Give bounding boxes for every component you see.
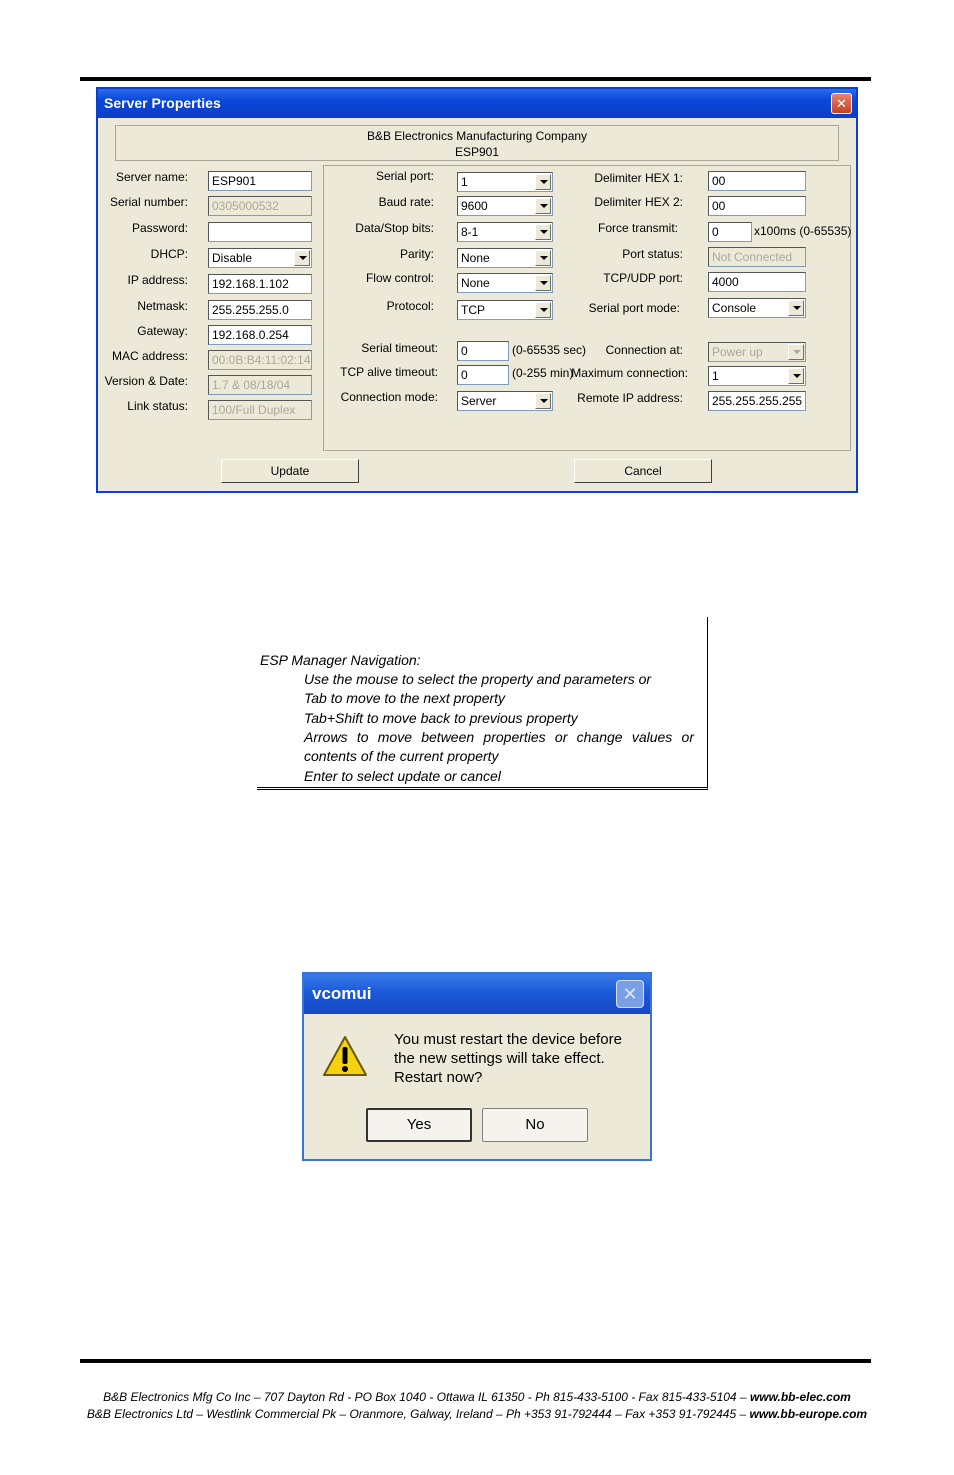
serial-timeout-input[interactable]: 0	[457, 341, 509, 361]
connection-at-select	[708, 342, 806, 362]
flow-control-label: Flow control:	[365, 271, 434, 285]
serial-port-mode-select[interactable]	[708, 298, 806, 318]
update-button[interactable]: Update	[221, 459, 359, 483]
close-icon[interactable]: ✕	[831, 93, 852, 114]
serial-number-field: 0305000532	[208, 196, 312, 216]
restart-dialog	[302, 972, 652, 1161]
flow-control-value: None	[461, 276, 490, 290]
window-title: Server Properties	[104, 95, 221, 111]
data-stop-bits-value: 8-1	[461, 225, 479, 239]
maximum-connection-value: 1	[712, 369, 719, 383]
maximum-connection-select[interactable]	[708, 366, 806, 386]
serial-port-label: Serial port:	[375, 169, 434, 183]
bottom-rule	[80, 1359, 871, 1363]
force-transmit-input[interactable]: 0	[708, 222, 752, 242]
chevron-down-icon[interactable]	[535, 224, 551, 240]
remote-ip-address-label: Remote IP address:	[577, 391, 683, 405]
ip-address-input[interactable]: 192.168.1.102	[208, 274, 312, 294]
data-stop-bits-select[interactable]	[457, 222, 553, 242]
netmask-input[interactable]: 255.255.255.0	[208, 300, 312, 320]
force-transmit-label: Force transmit:	[597, 221, 678, 235]
chevron-down-icon[interactable]	[535, 250, 551, 266]
no-button[interactable]: No	[482, 1108, 588, 1142]
dialog-message-line3: Restart now?	[394, 1069, 483, 1086]
gateway-input[interactable]: 192.168.0.254	[208, 325, 312, 345]
note-line-tab-shift: Tab+Shift to move back to previous property	[304, 710, 578, 726]
ip-address-label: IP address:	[127, 273, 188, 287]
dialog-title-bar	[304, 974, 650, 1014]
chevron-down-icon[interactable]	[788, 368, 804, 384]
chevron-down-icon[interactable]	[535, 174, 551, 190]
netmask-label: Netmask:	[137, 299, 188, 313]
chevron-down-icon[interactable]	[535, 393, 551, 409]
serial-port-select[interactable]	[457, 172, 553, 192]
tcp-alive-timeout-unit: (0-255 min)	[512, 366, 574, 380]
footer-us-text: B&B Electronics Mfg Co Inc – 707 Dayton Rd - PO Box 1040 - Ottawa IL 61350 - Ph 815-433-5100 - Fax 815-433-5104 –	[103, 1390, 750, 1404]
footer-line-us	[60, 1390, 894, 1404]
footer-eu-link[interactable]: www.bb-europe.com	[749, 1407, 868, 1421]
serial-port-mode-label: Serial port mode:	[588, 301, 680, 315]
tcp-udp-port-input[interactable]: 4000	[708, 272, 806, 292]
version-date-label: Version & Date:	[104, 374, 188, 388]
baud-rate-label: Baud rate:	[378, 195, 434, 209]
cancel-button[interactable]: Cancel	[574, 459, 712, 483]
serial-timeout-label: Serial timeout:	[361, 341, 438, 355]
delimiter-hex-2-label: Delimiter HEX 2:	[594, 195, 683, 209]
company-banner	[115, 125, 839, 161]
parity-select[interactable]	[457, 248, 553, 268]
serial-number-label: Serial number:	[109, 195, 188, 209]
maximum-connection-label: Maximum connection:	[571, 366, 688, 380]
connection-mode-label: Connection mode:	[340, 390, 438, 404]
yes-button[interactable]: Yes	[366, 1108, 472, 1142]
delimiter-hex-1-input[interactable]: 00	[708, 171, 806, 191]
serial-port-value: 1	[461, 175, 468, 189]
tcp-alive-timeout-label: TCP alive timeout:	[340, 365, 438, 379]
footer-line-eu	[60, 1407, 894, 1421]
protocol-label: Protocol:	[386, 299, 434, 313]
flow-control-select[interactable]	[457, 273, 553, 293]
link-status-label: Link status:	[127, 399, 188, 413]
chevron-down-icon[interactable]	[294, 250, 310, 266]
password-label: Password:	[131, 221, 188, 235]
note-line-arrows-cont: contents of the current property	[304, 748, 499, 764]
server-name-label: Server name:	[115, 170, 188, 184]
protocol-value: TCP	[461, 303, 485, 317]
chevron-down-icon[interactable]	[535, 275, 551, 291]
dialog-message-line2: the new settings will take effect.	[394, 1050, 605, 1067]
password-input[interactable]	[208, 222, 312, 242]
baud-rate-value: 9600	[461, 199, 488, 213]
gateway-label: Gateway:	[137, 324, 188, 338]
remote-ip-address-input[interactable]: 255.255.255.255	[708, 391, 806, 411]
connection-at-value: Power up	[712, 345, 763, 359]
parity-label: Parity:	[399, 247, 434, 261]
delimiter-hex-2-input[interactable]: 00	[708, 196, 806, 216]
tcp-alive-timeout-input[interactable]: 0	[457, 365, 509, 385]
dhcp-value: Disable	[212, 251, 253, 265]
server-properties-window	[96, 87, 858, 493]
connection-mode-select[interactable]	[457, 391, 553, 411]
dhcp-label: DHCP:	[150, 247, 188, 261]
close-icon[interactable]: ✕	[616, 980, 644, 1008]
note-heading: ESP Manager Navigation:	[260, 652, 421, 668]
model-name: ESP901	[454, 145, 500, 159]
note-line-tab: Tab to move to the next property	[304, 690, 506, 706]
dhcp-select[interactable]	[208, 248, 312, 268]
note-line-arrows: Arrows to move between properties or change values or	[304, 729, 694, 745]
tcp-udp-port-label: TCP/UDP port:	[603, 271, 683, 285]
connection-at-label: Connection at:	[605, 343, 683, 357]
footer-eu-text: B&B Electronics Ltd – Westlink Commercial Pk – Oranmore, Galway, Ireland – Ph +353 91-792444 – Fax +353 91-792445 –	[86, 1407, 750, 1421]
link-status-field: 100/Full Duplex	[208, 400, 312, 420]
chevron-down-icon[interactable]	[788, 300, 804, 316]
chevron-down-icon	[788, 344, 804, 360]
parity-value: None	[461, 251, 490, 265]
company-name: B&B Electronics Manufacturing Company	[366, 129, 588, 143]
server-name-input[interactable]: ESP901	[208, 171, 312, 191]
serial-timeout-unit: (0-65535 sec)	[512, 343, 587, 357]
protocol-select[interactable]	[457, 300, 553, 320]
baud-rate-select[interactable]	[457, 196, 553, 216]
force-transmit-unit: x100ms (0-65535)	[754, 224, 852, 238]
dialog-message	[394, 1030, 622, 1087]
port-status-field: Not Connected	[708, 247, 806, 267]
note-line-mouse: Use the mouse to select the property and parameters or	[304, 671, 652, 687]
dialog-message-line1: You must restart the device before	[394, 1031, 622, 1048]
footer-us-link[interactable]: www.bb-elec.com	[749, 1390, 851, 1404]
warning-icon	[322, 1034, 368, 1078]
navigation-note	[257, 617, 708, 790]
note-line-enter: Enter to select update or cancel	[304, 768, 501, 784]
dialog-title: vcomui	[312, 984, 372, 1003]
chevron-down-icon[interactable]	[535, 198, 551, 214]
title-bar	[98, 89, 856, 118]
data-stop-bits-label: Data/Stop bits:	[355, 221, 434, 235]
mac-address-label: MAC address:	[111, 349, 188, 363]
delimiter-hex-1-label: Delimiter HEX 1:	[594, 171, 683, 185]
version-date-field: 1.7 & 08/18/04	[208, 375, 312, 395]
connection-mode-value: Server	[461, 394, 497, 408]
mac-address-field: 00:0B:B4:11:02:14	[208, 350, 312, 370]
port-status-label: Port status:	[622, 247, 683, 261]
chevron-down-icon[interactable]	[535, 302, 551, 318]
serial-port-mode-value: Console	[712, 301, 757, 315]
top-rule	[80, 77, 871, 81]
